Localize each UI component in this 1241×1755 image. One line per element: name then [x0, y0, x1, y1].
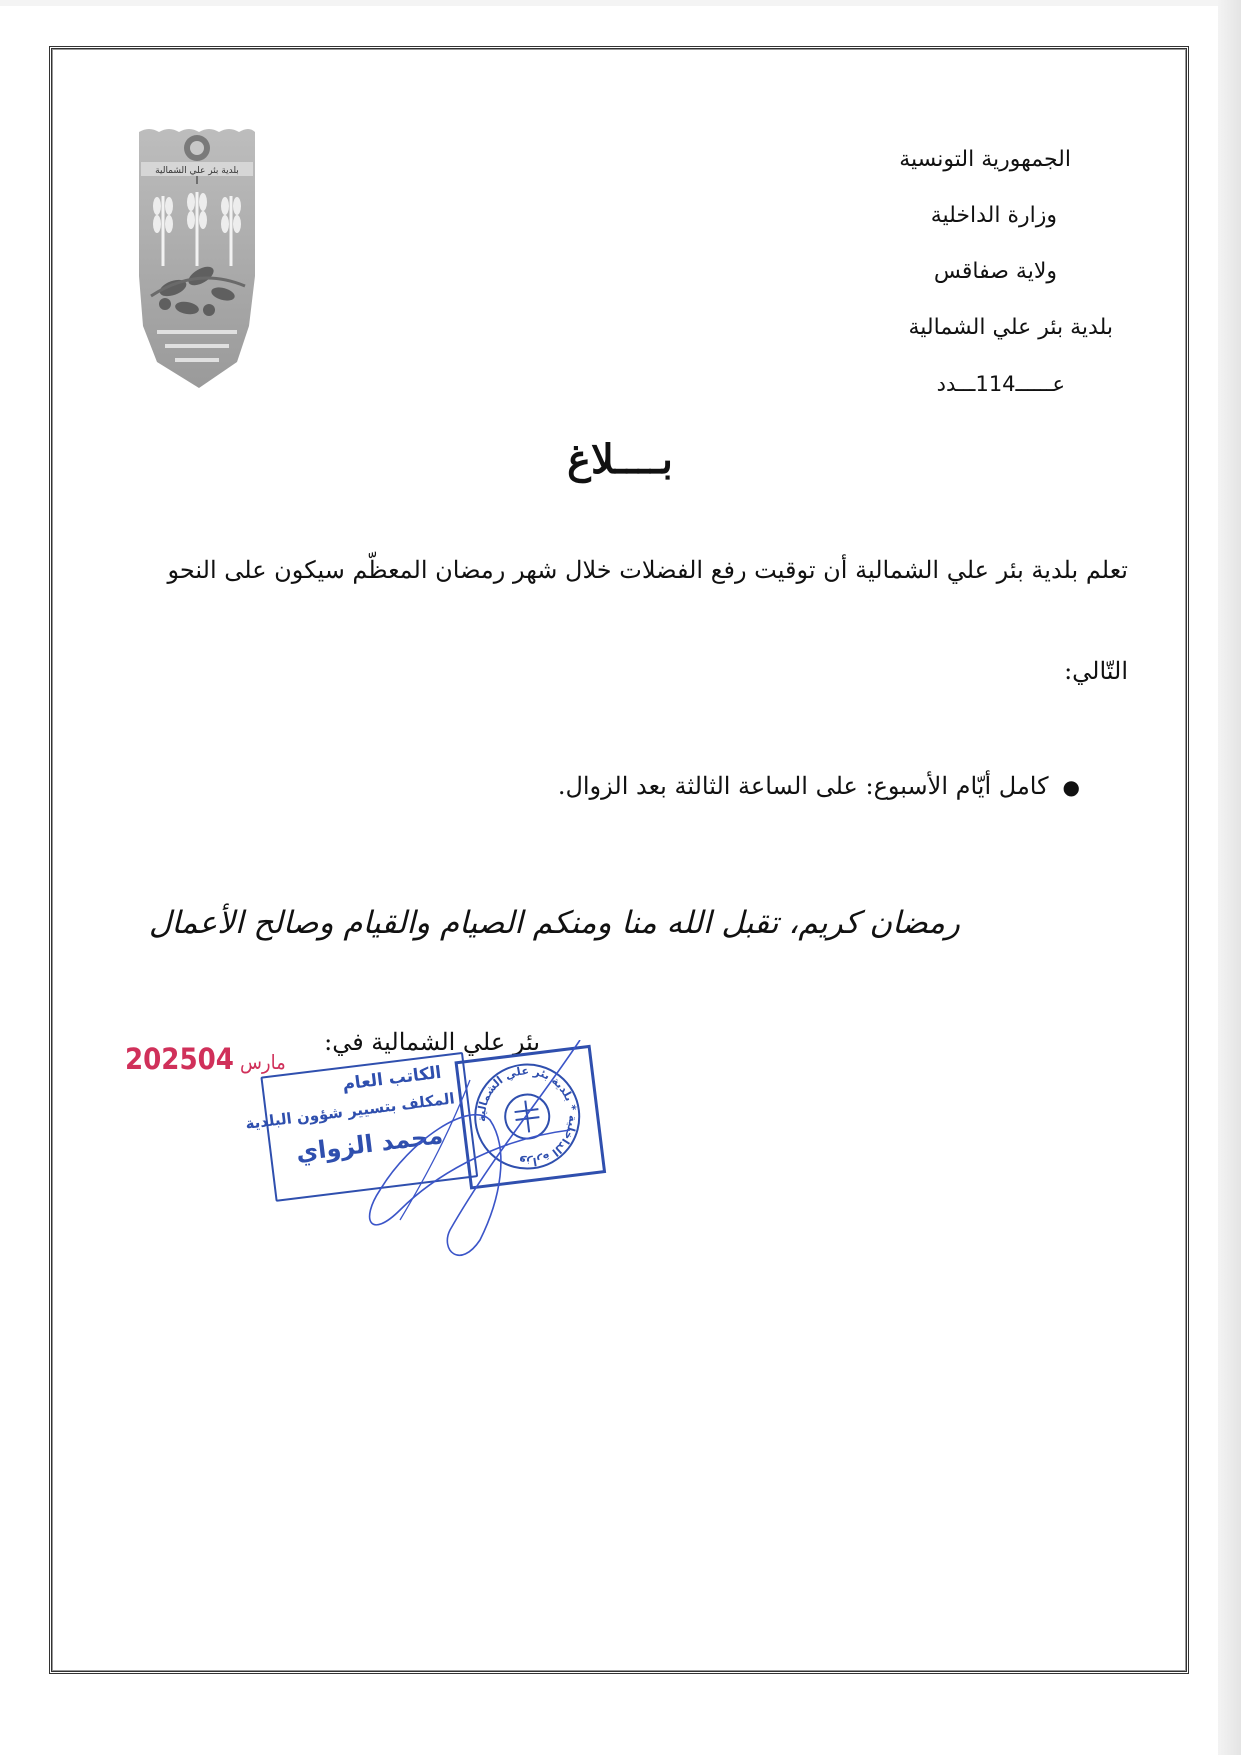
- header-ministry: وزارة الداخلية: [930, 203, 1057, 228]
- header-country: الجمهورية التونسية: [899, 147, 1071, 172]
- scan-right-edge: [1218, 0, 1241, 1755]
- letterhead: [711, 132, 1113, 412]
- header-governorate: ولاية صفاقس: [933, 259, 1057, 284]
- stamp-role: المكلف بتسيير شؤون البلدية: [244, 1089, 456, 1133]
- notice-title: بــــلاغ: [567, 436, 673, 483]
- schedule-bullet-item: [540, 772, 1080, 800]
- scan-top-edge: [0, 0, 1218, 6]
- date-month: مارس: [239, 1050, 286, 1074]
- logo-emblem-icon: [137, 126, 257, 390]
- stamp-rotated-group: [244, 1037, 609, 1254]
- bullet-dot-icon: ●: [1062, 775, 1080, 799]
- header-municipality: بلدية بئر علي الشمالية: [908, 315, 1113, 340]
- schedule-bullet-text: كامل أيّام الأسبوع: على الساعة الثالثة بعد الزوال.: [557, 772, 1049, 800]
- notice-body-line1: تعلم بلدية بئر علي الشمالية أن توقيت رفع الفضلات خلال شهر رمضان المعظّم سيكون على النحو: [167, 556, 1128, 584]
- municipal-seal-icon: [449, 1035, 616, 1202]
- seal-text: وزارة الداخلية * بلدية بئر علي الشمالية: [475, 1064, 580, 1169]
- municipality-logo: [137, 126, 257, 390]
- logo-caption: بلدية بئر علي الشمالية: [155, 166, 239, 176]
- date-day: 04: [197, 1042, 234, 1076]
- signoff-place: بئر علي الشمالية في:: [324, 1028, 540, 1056]
- stamp-title: الكاتب العام: [341, 1062, 443, 1095]
- stamp-name: محمد الزواي: [294, 1121, 445, 1167]
- header-reference-number: عــــــ114ـــدد: [936, 372, 1065, 396]
- date-year: 2025: [125, 1042, 198, 1076]
- notice-body-line2: التّالي:: [1064, 657, 1128, 685]
- ramadan-greeting: رمضان كريم، تقبل الله منا ومنكم الصيام والقيام وصالح الأعمال: [148, 905, 960, 941]
